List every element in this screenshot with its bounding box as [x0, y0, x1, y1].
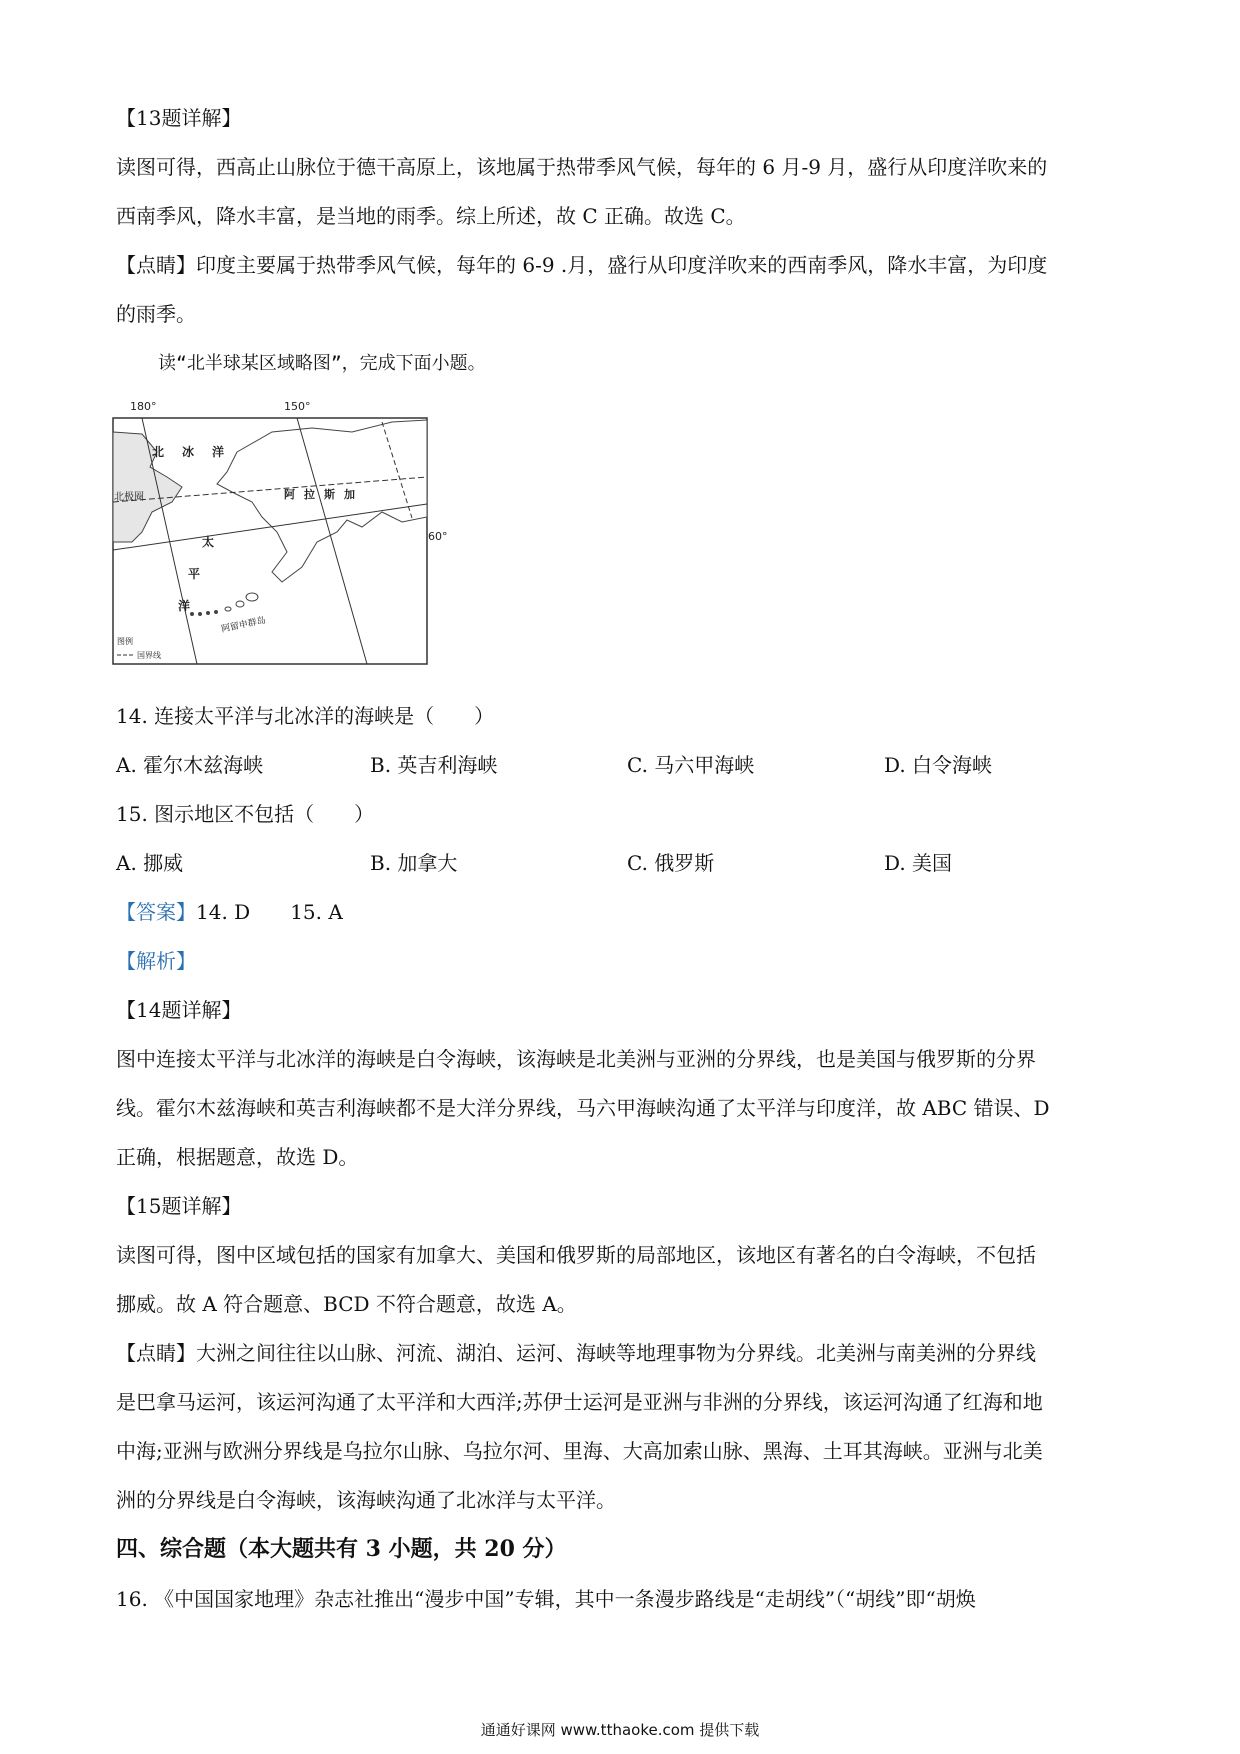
d14-body-line-1: 图中连接太平洋与北冰洋的海峡是白令海峡，该海峡是北美洲与亚洲的分界线，也是美国与俄罗斯的分界	[116, 1047, 1036, 1071]
answer-text: 14. D 15. A	[196, 900, 343, 924]
section-4-heading: 四、综合题（本大题共有 3 小题，共 20 分）	[116, 1536, 567, 1562]
d14-header: 【14题详解】	[116, 998, 242, 1022]
alaska-char-1: 阿	[284, 488, 295, 501]
region-map	[112, 392, 448, 672]
d15-tip-line-4: 洲的分界线是白令海峡，该海峡沟通了北冰洋与太平洋。	[116, 1488, 616, 1512]
lon-label-150: 150°	[284, 400, 311, 413]
alaska-char-2: 拉	[304, 488, 315, 501]
d15-body-line-1: 读图可得，图中区域包括的国家有加拿大、美国和俄罗斯的局部地区，该地区有著名的白令海峡，不包括	[116, 1243, 1036, 1267]
q14-option-a[interactable]: A. 霍尔木兹海峡	[116, 753, 264, 777]
legend-title: 图例	[117, 637, 133, 646]
q15-option-a[interactable]: A. 挪威	[116, 851, 184, 875]
q14-option-c[interactable]: C. 马六甲海峡	[627, 753, 755, 777]
q14-option-b[interactable]: B. 英吉利海峡	[370, 753, 498, 777]
lat-label-60: 60°	[428, 530, 448, 543]
d14-body-line-2: 线。霍尔木兹海峡和英吉利海峡都不是大洋分界线，马六甲海峡沟通了太平洋与印度洋，故 ABC 错误、D	[116, 1096, 1050, 1120]
map-intro: 读“北半球某区域略图”，完成下面小题。	[158, 353, 486, 374]
analysis-label: 【解析】	[116, 949, 196, 973]
alaska-char-4: 加	[344, 488, 355, 501]
q15-stem: 15. 图示地区不包括（ ）	[116, 802, 375, 826]
arctic-ocean-char-3: 洋	[212, 445, 225, 459]
arctic-ocean-char-1: 北	[152, 445, 165, 459]
q14-stem: 14. 连接太平洋与北冰洋的海峡是（ ）	[116, 704, 495, 728]
arctic-ocean-char-2: 冰	[182, 445, 195, 459]
pacific-char-1: 太	[202, 535, 215, 549]
lon-label-180: 180°	[130, 400, 157, 413]
arctic-circle-label: 北极圈	[114, 492, 144, 503]
q14-option-d[interactable]: D. 白令海峡	[884, 753, 993, 777]
q13-tip-line-2: 的雨季。	[116, 302, 196, 326]
pacific-char-2: 平	[188, 567, 201, 581]
d15-body-line-2: 挪威。故 A 符合题意、BCD 不符合题意，故选 A。	[116, 1292, 577, 1316]
alaska-char-3: 斯	[324, 488, 335, 501]
q16-stem: 16. 《中国国家地理》杂志社推出“漫步中国”专辑，其中一条漫步路线是“走胡线”（“胡线”即“胡焕	[116, 1587, 976, 1611]
answer-line	[116, 898, 343, 926]
q13-body-line-2: 西南季风，降水丰富，是当地的雨季。综上所述，故 C 正确。故选 C。	[116, 204, 746, 228]
pacific-char-3: 洋	[178, 599, 191, 613]
aleutian-label: 阿留申群岛	[220, 615, 267, 635]
answer-label: 【答案】	[116, 900, 196, 924]
d15-header: 【15题详解】	[116, 1194, 242, 1218]
legend-item: 国界线	[137, 651, 161, 660]
q13-body-line-1: 读图可得，西高止山脉位于德干高原上，该地属于热带季风气候，每年的 6 月-9 月，盛行从印度洋吹来的	[116, 155, 1048, 179]
q15-option-d[interactable]: D. 美国	[884, 851, 953, 875]
page-footer: 通通好课网 www.tthaoke.com 提供下载	[480, 1721, 760, 1739]
d15-tip-line-2: 是巴拿马运河，该运河沟通了太平洋和大西洋;苏伊士运河是亚洲与非洲的分界线，该运河沟通了红海和地	[116, 1390, 1043, 1414]
q13-tip-line-1: 【点睛】印度主要属于热带季风气候，每年的 6-9 .月，盛行从印度洋吹来的西南季风，降水丰富，为印度	[116, 253, 1048, 277]
q15-option-b[interactable]: B. 加拿大	[370, 851, 458, 875]
d15-tip-line-1: 【点睛】大洲之间往往以山脉、河流、湖泊、运河、海峡等地理事物为分界线。北美洲与南美洲的分界线	[116, 1341, 1036, 1365]
q13-header: 【13题详解】	[116, 106, 242, 130]
d14-body-line-3: 正确，根据题意，故选 D。	[116, 1145, 359, 1169]
d15-tip-line-3: 中海;亚洲与欧洲分界线是乌拉尔山脉、乌拉尔河、里海、大高加索山脉、黑海、土耳其海峡。亚洲与北美	[116, 1439, 1043, 1463]
q15-option-c[interactable]: C. 俄罗斯	[627, 851, 715, 875]
